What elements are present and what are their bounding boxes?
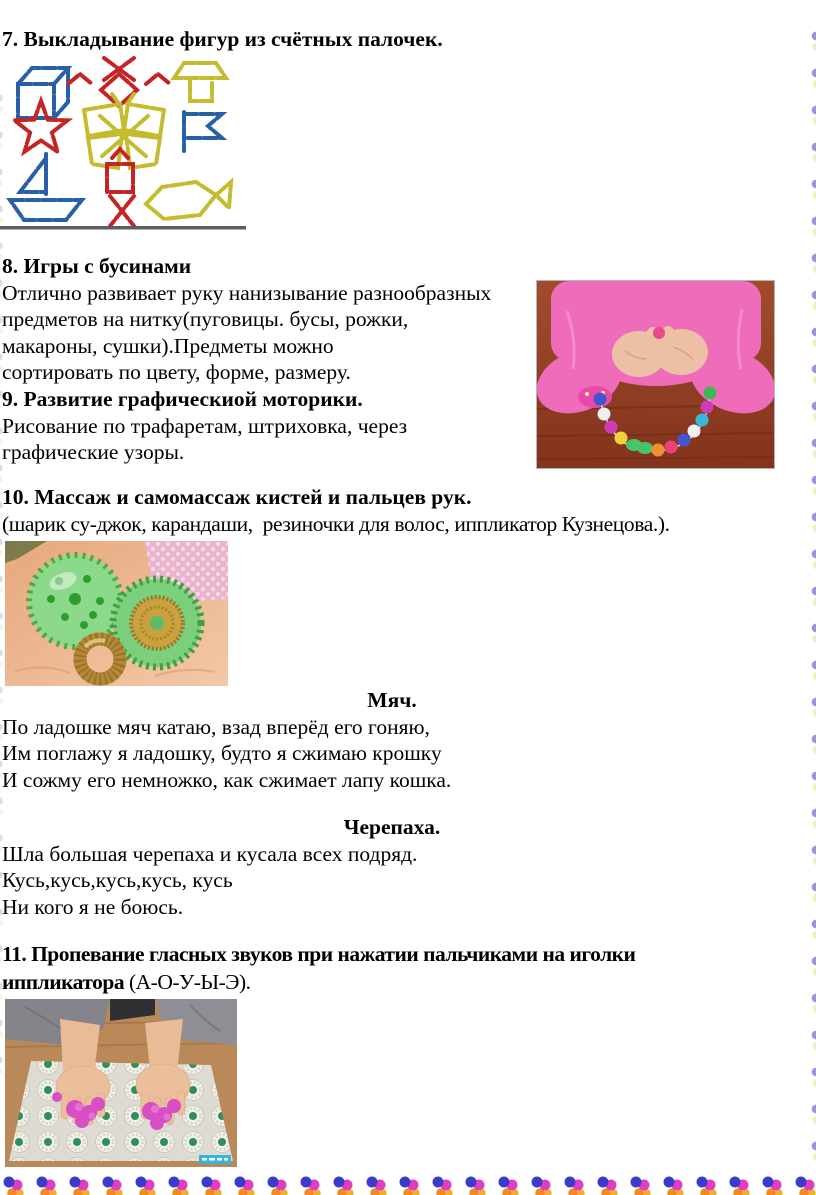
divider-line — [0, 226, 246, 230]
balloon-border-left — [0, 90, 4, 1090]
counting-sticks-figure — [0, 54, 246, 232]
section9-line: графические узоры. — [2, 440, 185, 465]
section10-text — [2, 484, 814, 537]
balloon-border-right — [810, 28, 816, 1168]
poem-ball — [2, 687, 782, 793]
section11-heading — [2, 941, 814, 996]
section10-heading: 10. Массаж и самомассаж кистей и пальцев рук. — [2, 485, 472, 509]
watermark-badge — [199, 1155, 231, 1164]
section8-line: Отлично развивает руку нанизывание разнообразных — [2, 280, 492, 305]
poem-turtle-title: Черепаха. — [343, 815, 441, 839]
section10-line: (шарик су-джок, карандаши, резиночки для волос, иппликатор Кузнецова.). — [2, 511, 670, 536]
applicator-photo — [5, 999, 237, 1167]
massage-balls-photo — [5, 541, 228, 686]
section11-heading-vowels: (А-О-У-Ы-Э). — [128, 969, 251, 994]
sections-8-9-text — [2, 253, 542, 466]
section8-heading: 8. Игры с бусинами — [2, 254, 192, 278]
poem-turtle-line: Ни кого я не боюсь. — [2, 894, 184, 919]
section11-heading-line2 — [2, 969, 814, 997]
section8-line: предметов на нитку(пуговицы. бусы, рожки, — [2, 307, 409, 332]
poem-ball-title: Мяч. — [367, 688, 417, 712]
sujok-ball-left — [29, 555, 121, 647]
poem-ball-line: Им поглажу я ладошку, будто я сжимаю крошку — [2, 741, 442, 766]
balloon-border-bottom — [0, 1176, 816, 1195]
section9-heading: 9. Развитие графическиой моторики. — [2, 386, 363, 411]
counting-sticks-shapes-drawing — [0, 54, 246, 232]
sujok-ball-right — [113, 579, 201, 667]
section11-heading-bold: иппликатора — [2, 969, 129, 994]
beads-photo — [536, 280, 775, 469]
section8-line: сортировать по цвету, форме, размеру. — [2, 360, 351, 385]
poem-turtle — [2, 814, 782, 920]
poem-turtle-line: Шла большая черепаха и кусала всех подряд. — [2, 841, 418, 866]
poem-ball-line: И сожму его немножко, как сжимает лапу кошка. — [2, 767, 452, 792]
applicator-mat — [9, 1061, 233, 1161]
poem-turtle-line: Кусь,кусь,кусь,кусь, кусь — [2, 868, 233, 893]
section7-heading: 7. Выкладывание фигур из счётных палочек. — [2, 27, 443, 51]
poem-ball-line: По ладошке мяч катаю, взад вперёд его гоняю, — [2, 714, 430, 739]
section11-heading-line1: 11. Пропевание гласных звуков при нажатии пальчиками на иголки — [2, 942, 636, 966]
section9-line: Рисование по трафаретам, штриховка, через — [2, 413, 408, 438]
section8-line: макароны, сушки).Предметы можно — [2, 333, 334, 358]
